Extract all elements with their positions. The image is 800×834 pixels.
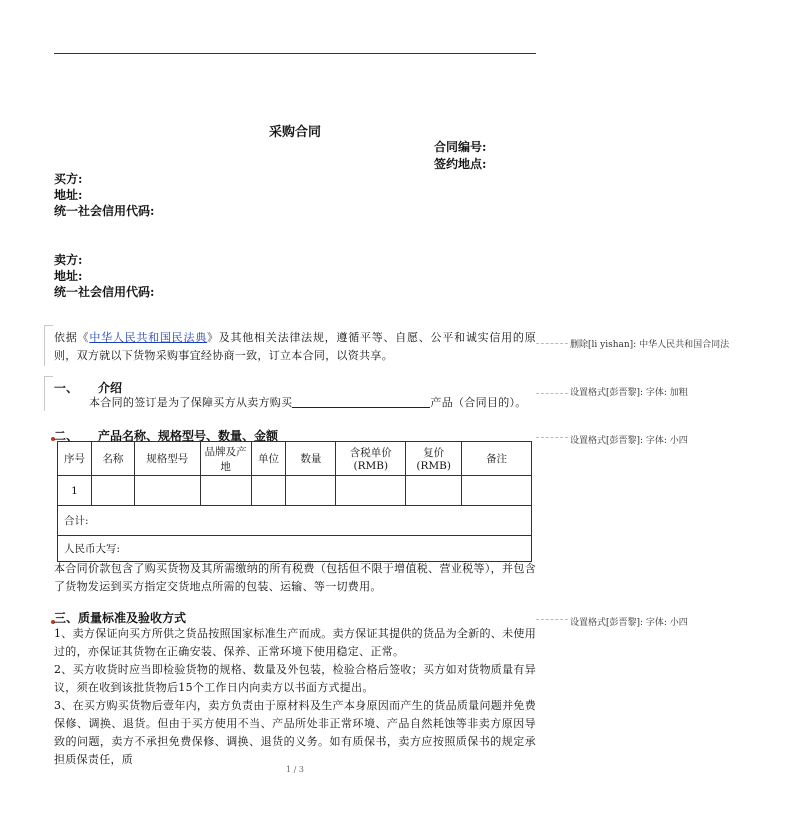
seller-address-label: 地址: — [54, 269, 83, 283]
section3-heading: 三、质量标准及验收方式 — [54, 611, 187, 625]
section2-number: 二、 — [54, 429, 79, 443]
law-link[interactable]: 中华人民共和国民法典 — [89, 331, 207, 344]
table-header-cell: 单位 — [251, 442, 286, 476]
table-cell — [336, 476, 406, 506]
contract-title: 采购合同 — [268, 125, 321, 140]
seller-credit-code-label: 统一社会信用代码: — [54, 285, 155, 299]
table-cell — [251, 476, 286, 506]
table-cell — [91, 476, 134, 506]
comment-format-bold[interactable]: 设置格式[彭晋黎]: 字体: 加粗 — [570, 388, 688, 398]
table-cell — [134, 476, 200, 506]
table-cell — [406, 476, 462, 506]
seller-name-label: 卖方: — [54, 253, 83, 267]
table-header-cell: 复价(RMB) — [406, 442, 462, 476]
intro-suffix: 》及其他相关法律法规，遵循平等、自愿、公平和诚实信用的原则，双方就以下货物采购事宜经协商一致，订立本合同，以资共享。 — [54, 331, 536, 362]
section2-title: 产品名称、规格型号、数量、金额 — [98, 429, 279, 443]
section3-item2: 2、买方收货时应当即检验货物的规格、数量及外包装，检验合格后签收；买方如对货物质量有异议，须在收到该批货物后15个工作日内向卖方以书面方式提出。 — [54, 663, 536, 694]
section3-item1: 1、卖方保证向买方所供之货品按照国家标准生产而成。卖方保证其提供的货品为全新的、未使用过的，亦保证其货物在正确安装、保养、正常环境下使用稳定、正常。 — [54, 627, 536, 658]
table-row — [58, 476, 532, 506]
table-cell — [286, 476, 336, 506]
comment-deleted[interactable]: 删除[li yishan]: 中华人民共和国合同法 — [570, 340, 730, 350]
revision-bracket — [44, 325, 53, 366]
page-number: 1 / 3 — [286, 765, 304, 774]
table-header-cell: 规格型号 — [134, 442, 200, 476]
table-cell: 1 — [58, 476, 92, 506]
comment-connector — [536, 343, 568, 344]
comment-format-size[interactable]: 设置格式[彭晋黎]: 字体: 小四 — [570, 618, 688, 628]
purpose-blank — [292, 395, 430, 408]
comment-connector — [536, 437, 568, 438]
table-header-cell: 序号 — [58, 442, 92, 476]
section1-title: 介绍 — [98, 381, 123, 395]
price-note: 本合同价款包含了购买货物及其所需缴纳的所有税费（包括但不限于增值税、营业税等），并包含了货物发运到买方指定交货地点所需的包装、运输、等一切费用。 — [54, 562, 536, 593]
comment-connector — [536, 619, 568, 620]
table-header-cell: 含税单价(RMB) — [336, 442, 406, 476]
table-header-cell: 数量 — [286, 442, 336, 476]
table-cell — [200, 476, 251, 506]
section1-text: 本合同的签订是为了保障买方从卖方购买 产品（合同目的）。 — [89, 396, 527, 409]
intro-paragraph — [54, 329, 536, 365]
table-header-row — [58, 442, 532, 476]
section1-number: 一、 — [54, 381, 79, 395]
table-header-cell: 名称 — [91, 442, 134, 476]
table-header-cell: 品牌及产地 — [200, 442, 251, 476]
sign-place-label: 签约地点: — [434, 157, 487, 171]
contract-no-label: 合同编号: — [434, 140, 487, 154]
buyer-address-label: 地址: — [54, 188, 83, 202]
rmb-caps-label: 人民币大写: — [58, 536, 532, 562]
revision-bracket — [44, 376, 53, 411]
buyer-credit-code-label: 统一社会信用代码: — [54, 204, 155, 218]
section3-item3: 3、在买方购买货物后壹年内，卖方负责由于原材料及生产本身原因而产生的货品质量问题并免费保修、调换、退货。但由于买方使用不当、产品所处非正常环境、产品自然耗蚀等非卖方原因导致的问题，卖方不承担免费保修、调换、退货的义务。如有质保书，卖方应按照质保书的规定承担质保责任，质 — [54, 699, 536, 766]
product-table — [57, 441, 532, 562]
table-total-row — [58, 506, 532, 536]
buyer-name-label: 买方: — [54, 172, 83, 186]
comment-format-size[interactable]: 设置格式[彭晋黎]: 字体: 小四 — [570, 436, 688, 446]
table-rmb-row — [58, 536, 532, 562]
comment-connector — [536, 393, 568, 394]
header-rule — [54, 53, 536, 54]
table-header-cell: 备注 — [462, 442, 532, 476]
intro-prefix: 依据《 — [54, 331, 90, 344]
total-label: 合计: — [58, 506, 532, 536]
table-cell — [462, 476, 532, 506]
